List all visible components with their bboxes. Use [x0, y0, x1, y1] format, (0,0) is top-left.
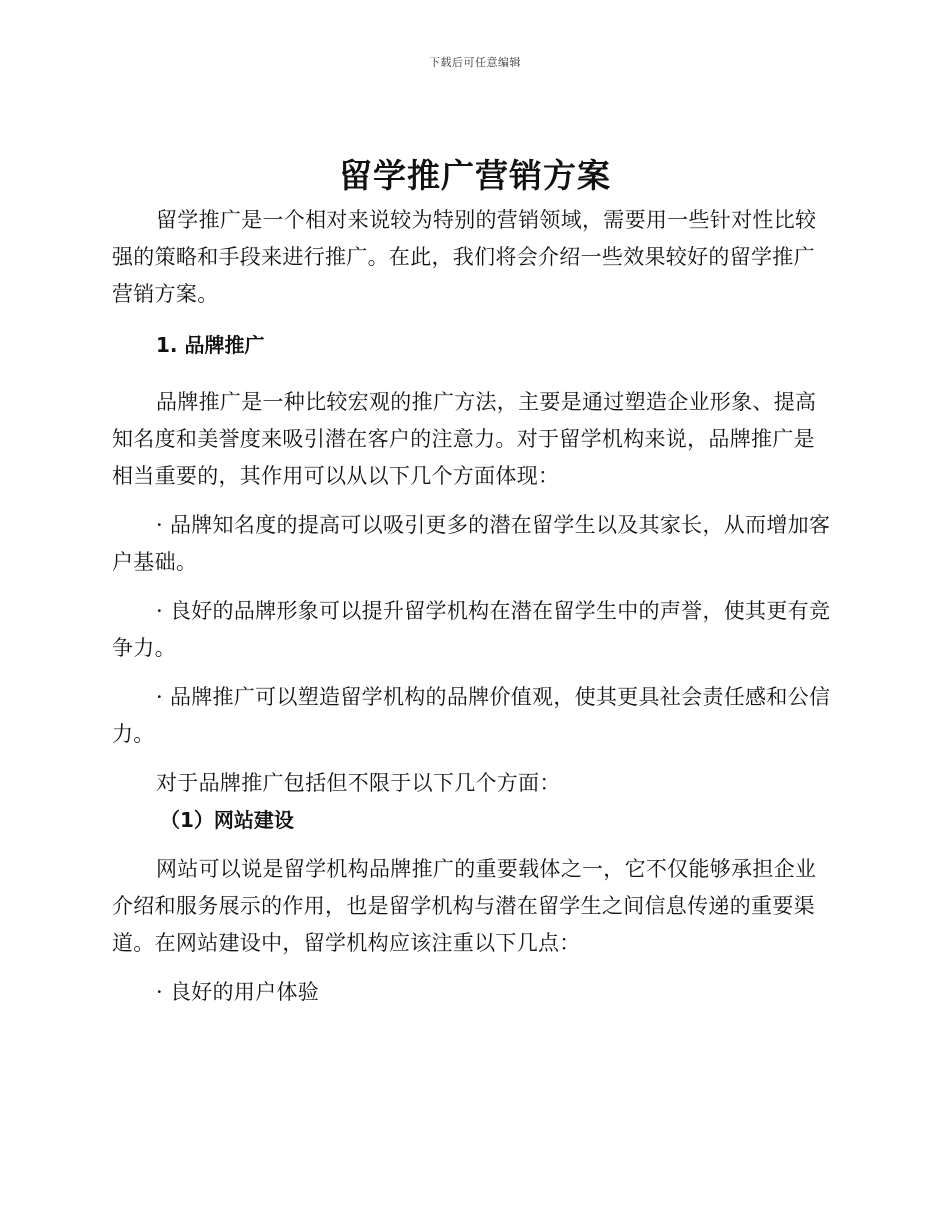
bullet-item: · 良好的用户体验: [156, 980, 320, 1004]
bullet-item: · 良好的品牌形象可以提升留学机构在潜在留学生中的声誉，使其更有竞争力。: [112, 599, 831, 660]
subsection-heading-website: （1）网站建设: [160, 808, 294, 832]
aspects-intro-paragraph: 对于品牌推广包括但不限于以下几个方面：: [156, 771, 561, 795]
header-note: 下载后可任意编辑: [429, 56, 521, 69]
website-paragraph: 网站可以说是留学机构品牌推广的重要载体之一，它不仅能够承担企业介绍和服务展示的作用，也是留学机构与潜在留学生之间信息传递的重要渠道。在网站建设中，留学机构应该注重以下几点：: [112, 857, 817, 955]
intro-paragraph: 留学推广是一个相对来说较为特别的营销领域，需要用一些针对性比较强的策略和手段来进行推广。在此，我们将会介绍一些效果较好的留学推广营销方案。: [112, 208, 817, 306]
section-heading-brand: 1. 品牌推广: [156, 333, 265, 357]
document-body: [112, 202, 832, 1011]
bullet-item: · 品牌推广可以塑造留学机构的品牌价值观，使其更具社会责任感和公信力。: [112, 685, 831, 746]
page-title: 留学推广营销方案: [339, 156, 611, 195]
brand-paragraph: 品牌推广是一种比较宏观的推广方法，主要是通过塑造企业形象、提高知名度和美誉度来吸引潜在客户的注意力。对于留学机构来说，品牌推广是相当重要的，其作用可以从以下几个方面体现：: [112, 390, 817, 488]
bullet-item: · 品牌知名度的提高可以吸引更多的潜在留学生以及其家长，从而增加客户基础。: [112, 513, 831, 574]
